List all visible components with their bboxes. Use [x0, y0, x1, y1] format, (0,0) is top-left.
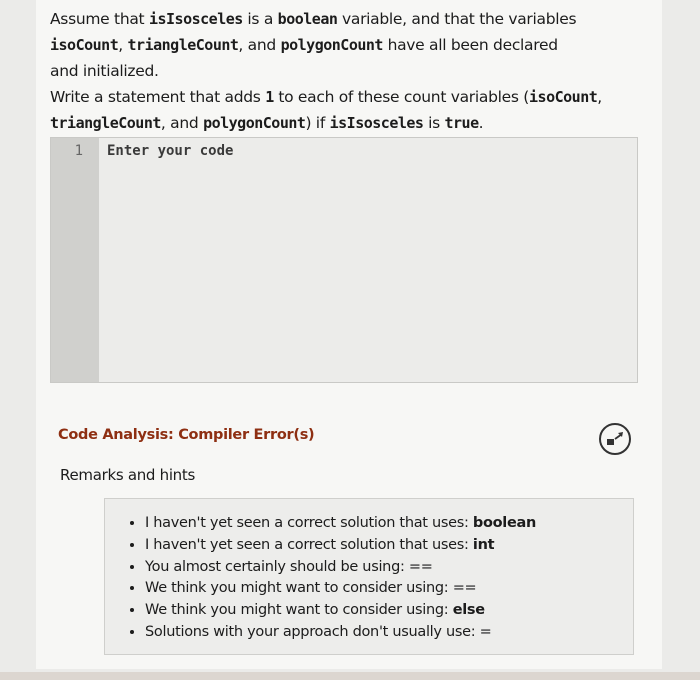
- prompt-text: Write a statement that adds: [50, 88, 266, 106]
- hint-item: [145, 557, 633, 579]
- prompt-text: , and: [238, 36, 281, 54]
- prompt-text: and initialized.: [50, 62, 159, 80]
- hints-panel: [104, 498, 634, 655]
- prompt-text: Assume that: [50, 10, 149, 28]
- code-triangleCount: triangleCount: [127, 36, 239, 54]
- prompt-text: have all been declared: [382, 36, 558, 54]
- hint-item: [145, 578, 633, 600]
- code-boolean: boolean: [277, 10, 338, 28]
- remarks-heading: Remarks and hints: [60, 466, 195, 484]
- hint-text: Solutions with your approach don't usually use:: [145, 623, 480, 640]
- code-input[interactable]: [107, 143, 627, 373]
- hint-text: I haven't yet seen a correct solution that uses:: [145, 536, 473, 553]
- hint-text: We think you might want to consider using:: [145, 580, 453, 597]
- code-polygonCount: polygonCount: [203, 114, 306, 132]
- hint-keyword: int: [472, 536, 495, 553]
- hint-item: [145, 622, 633, 644]
- code-isoCount: isoCount: [529, 88, 598, 106]
- line-number-gutter: [51, 138, 99, 382]
- expand-arrow-icon: [606, 431, 626, 447]
- code-triangleCount: triangleCount: [50, 114, 161, 132]
- hint-keyword: else: [452, 602, 485, 619]
- hint-keyword: ==: [408, 558, 433, 575]
- hint-item: [145, 600, 633, 622]
- prompt-text: is a: [242, 10, 278, 28]
- expand-analysis-button[interactable]: [599, 423, 631, 455]
- code-isIsosceles: isIsosceles: [329, 114, 424, 132]
- prompt-text: .: [478, 114, 484, 132]
- prompt-text: ,: [597, 88, 602, 106]
- code-isoCount: isoCount: [50, 36, 119, 54]
- problem-statement: [50, 6, 660, 136]
- code-analysis-title: Code Analysis: Compiler Error(s): [58, 427, 315, 443]
- problem-paragraph-2: [50, 84, 660, 136]
- prompt-text: is: [423, 114, 445, 132]
- code-true: true: [444, 114, 479, 132]
- code-editor: [50, 137, 638, 383]
- code-isIsosceles: isIsosceles: [148, 10, 243, 28]
- hints-list: [105, 499, 633, 644]
- hint-keyword: boolean: [472, 515, 537, 531]
- prompt-text: to each of these count variables (: [273, 88, 530, 106]
- prompt-text: ) if: [305, 114, 330, 132]
- hint-item: [145, 535, 633, 557]
- bottom-edge: [0, 672, 700, 680]
- hint-text: We think you might want to consider using:: [145, 602, 453, 619]
- prompt-text: , and: [160, 114, 204, 132]
- hint-keyword: ==: [452, 580, 477, 597]
- hint-text: I haven't yet seen a correct solution that uses:: [145, 515, 473, 531]
- hint-text: You almost certainly should be using:: [145, 558, 409, 575]
- prompt-text: variable, and that the variables: [337, 10, 577, 28]
- prompt-text: ,: [118, 36, 128, 54]
- line-number: 1: [74, 143, 83, 159]
- problem-paragraph-1: [50, 6, 660, 84]
- hint-keyword: =: [479, 623, 492, 640]
- code-one: 1: [265, 88, 274, 106]
- hint-item: [145, 513, 633, 535]
- code-polygonCount: polygonCount: [280, 36, 383, 54]
